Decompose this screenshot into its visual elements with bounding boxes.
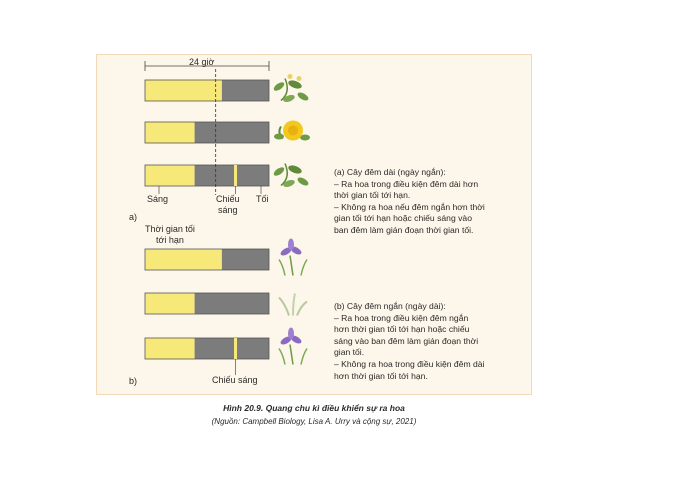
grass-leaves-icon xyxy=(279,294,307,316)
light-period-bar xyxy=(145,165,195,186)
figure-caption-source: (Nguồn: Campbell Biology, Lisa A. Urry và cộng sự, 2021) xyxy=(211,417,417,426)
duration-label: 24 giờ xyxy=(189,57,215,67)
light-period-bar xyxy=(145,293,195,314)
night-flash-marker xyxy=(234,165,237,186)
description-part-a: (a) Cây đêm dài (ngày ngắn): – Ra hoa trong điều kiện đêm dài hơn thời gian tối tới hạn. – Không ra hoa nếu đêm ngắn hơn thời gian tối tới hạn hoặc chiếu sáng vào ban đêm làm gián đoạn thời gian tối. xyxy=(334,167,485,235)
light-period-bar xyxy=(145,80,222,101)
dark-period-bar xyxy=(195,122,269,143)
dark-period-bar xyxy=(195,165,269,186)
label-light: Sáng xyxy=(147,194,169,204)
dark-period-bar xyxy=(222,80,269,101)
light-period-bar xyxy=(145,122,195,143)
label-critical-dark: Thời gian tối tới hạn xyxy=(145,224,195,245)
dark-period-bar xyxy=(195,293,269,314)
description-part-b: (b) Cây đêm ngắn (ngày dài): – Ra hoa trong điều kiện đêm ngắn hơn thời gian tối tới hạn hoặc chiếu sáng vào ban đêm làm gián đoạn thời gian tối. – Không ra hoa trong điều kiện đêm dài hơn thời gian tối tới hạn. xyxy=(334,301,485,381)
light-period-bar xyxy=(145,338,195,359)
label-dark: Tối xyxy=(256,194,269,204)
purple-iris-icon xyxy=(279,328,307,365)
dark-period-bar xyxy=(195,338,269,359)
vine-leaves-icon xyxy=(272,164,309,189)
figure-panel xyxy=(96,54,532,395)
night-flash-marker xyxy=(234,338,237,359)
label-flash-a: Chiếu sáng xyxy=(216,194,240,215)
light-period-bar xyxy=(145,249,222,270)
label-flash-b: Chiếu sáng xyxy=(212,375,258,385)
part-a-marker: a) xyxy=(129,212,138,222)
part-b-marker: b) xyxy=(129,376,138,386)
vine-with-buds-icon xyxy=(272,74,309,103)
dark-period-bar xyxy=(222,249,269,270)
figure-caption-title: Hình 20.9. Quang chu kì điều khiển sự ra hoa xyxy=(223,403,405,413)
yellow-flower-icon xyxy=(274,121,310,141)
purple-iris-icon xyxy=(279,239,307,276)
